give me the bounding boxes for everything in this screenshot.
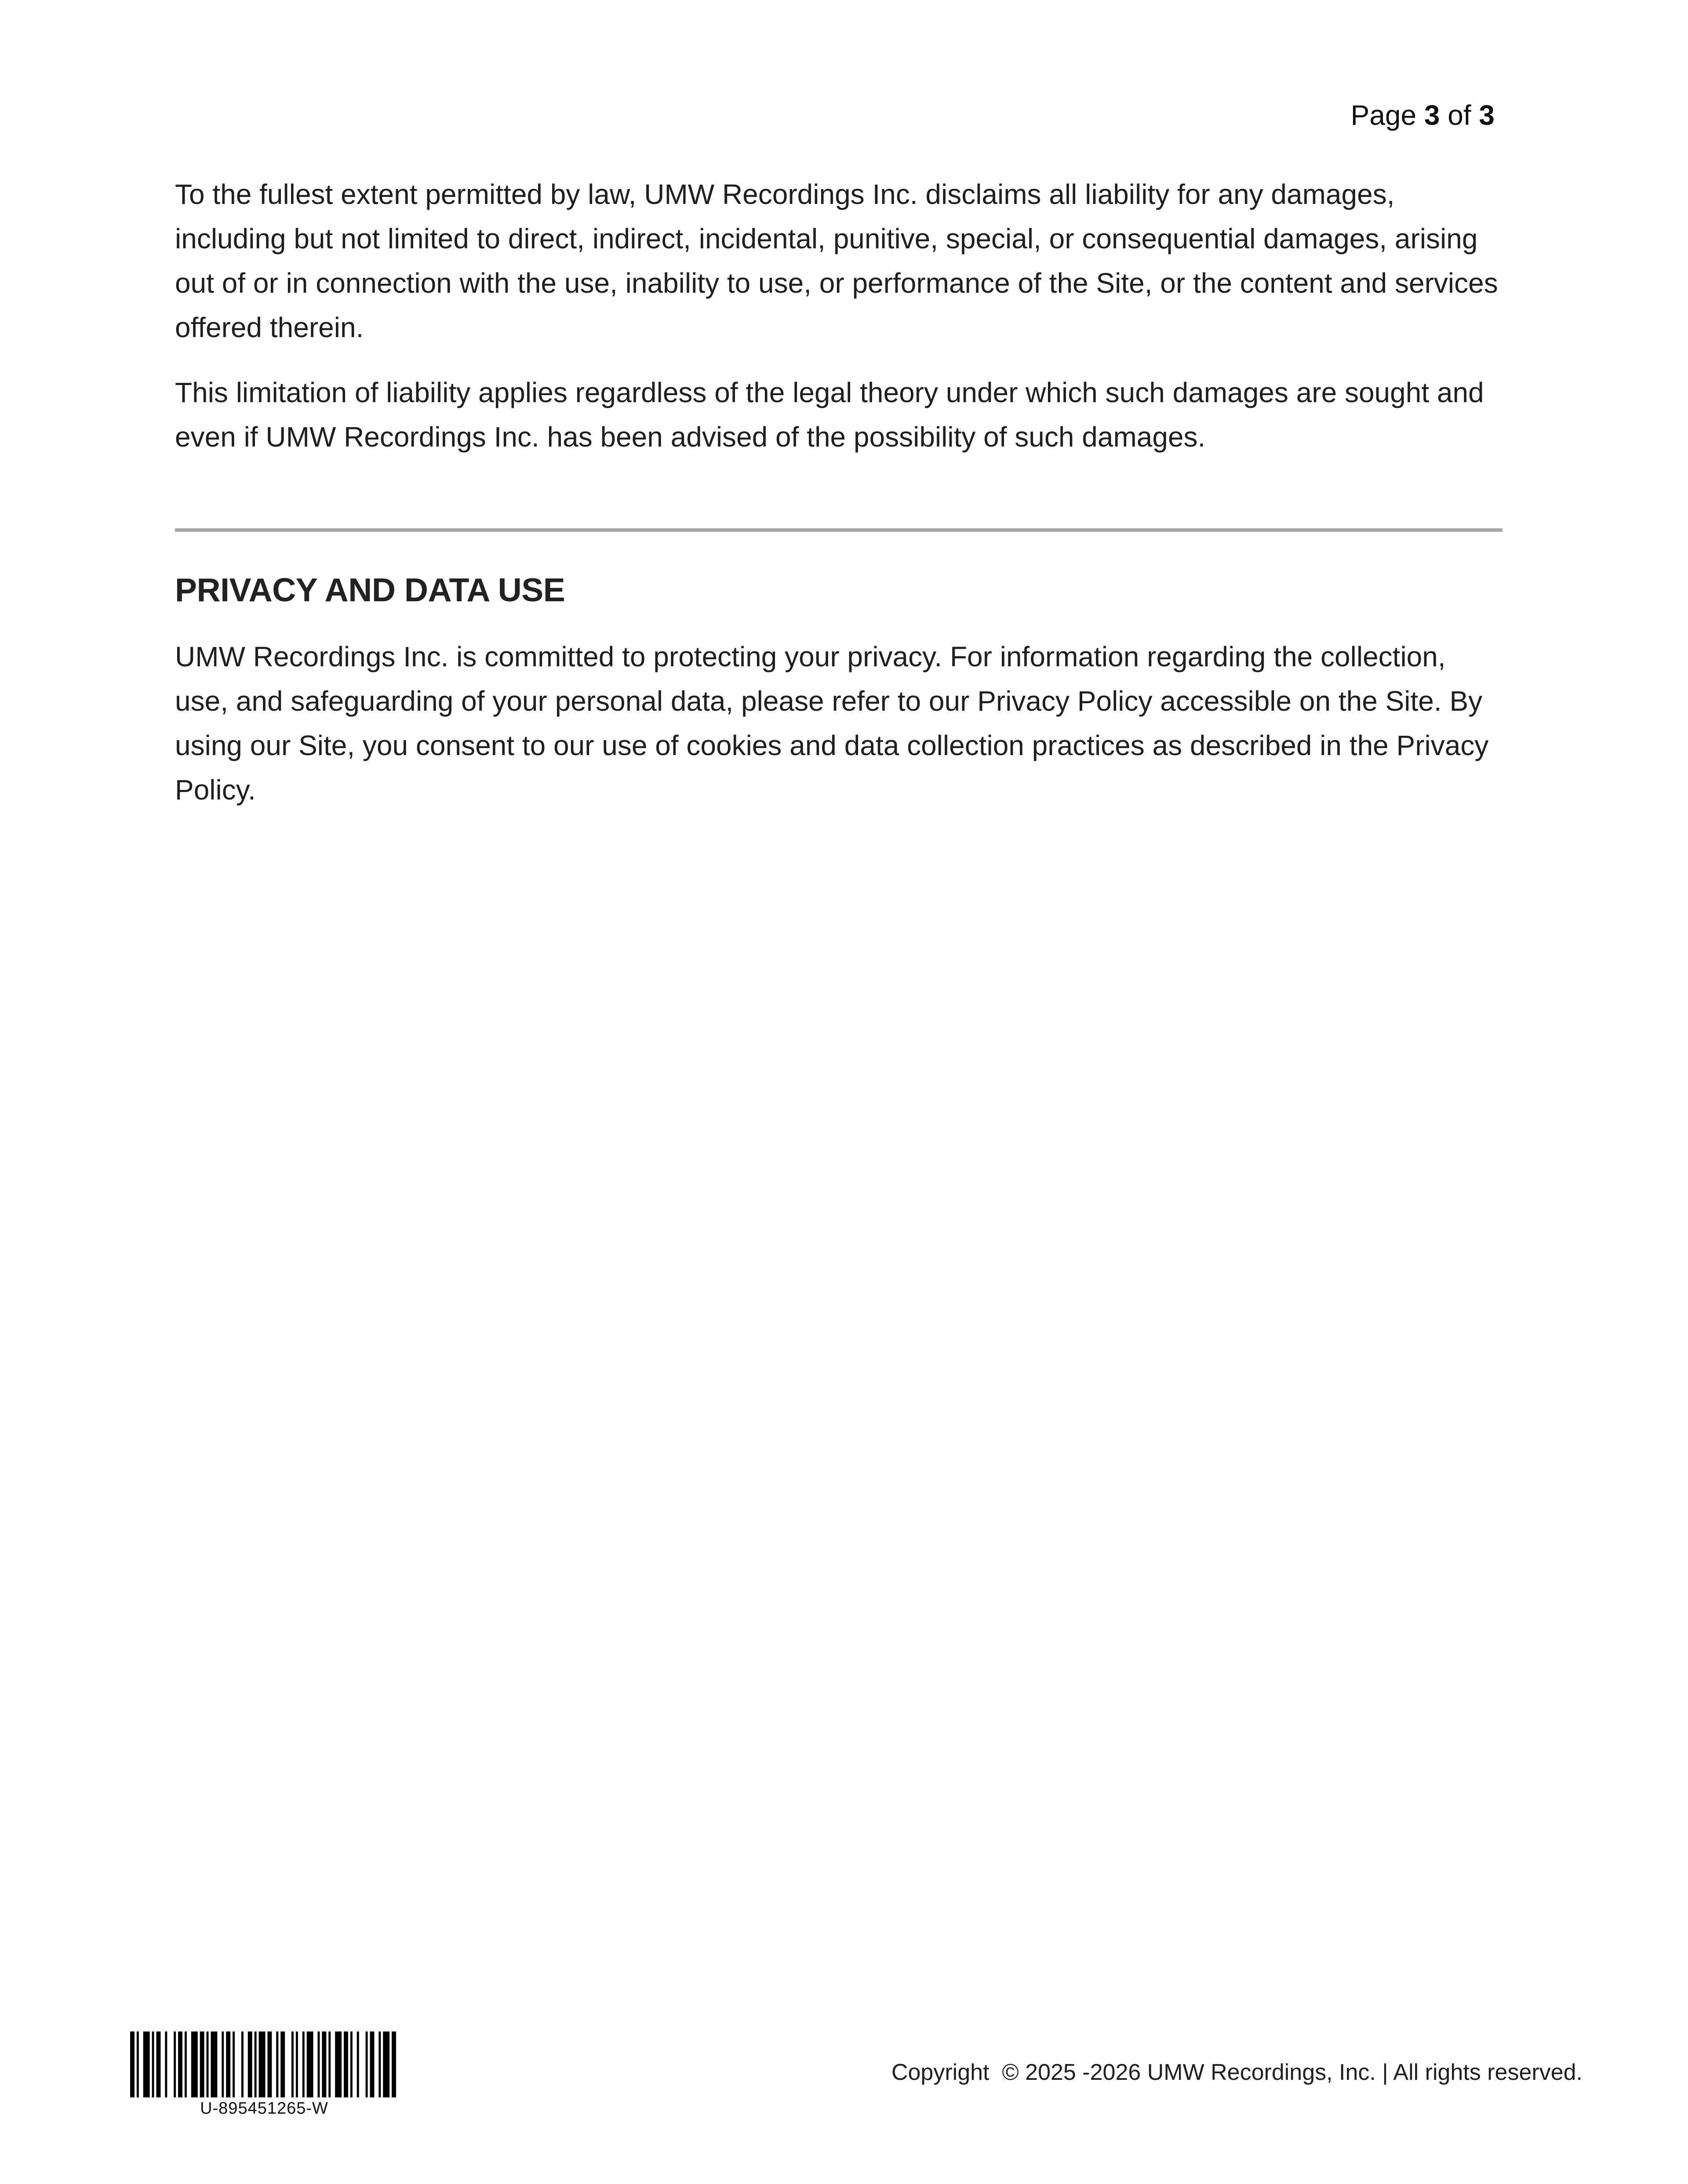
barcode-bar	[156, 2031, 161, 2097]
barcode-bar	[191, 2031, 198, 2097]
barcode-bar	[328, 2031, 331, 2097]
barcode-number: U-895451265-W	[200, 2099, 328, 2118]
barcode-bar	[185, 2031, 187, 2097]
current-page-number: 3	[1424, 99, 1440, 131]
barcode-bar	[255, 2031, 257, 2097]
barcode-bar	[322, 2031, 326, 2097]
barcode-bar	[222, 2031, 224, 2097]
document-body	[175, 172, 1502, 812]
barcode-bar	[357, 2031, 359, 2097]
copyright-notice: Copyright © 2025 -2026 UMW Recordings, Inc. | All rights reserved.	[891, 2060, 1582, 2085]
barcode-bar	[248, 2031, 252, 2097]
barcode-bar	[276, 2031, 278, 2097]
barcode-bar	[259, 2031, 266, 2097]
barcode-image	[130, 2031, 398, 2097]
barcode-bar	[178, 2031, 182, 2097]
barcode-block	[130, 2031, 398, 2119]
barcode-bar	[226, 2031, 230, 2097]
privacy-paragraph: UMW Recordings Inc. is committed to protecting your privacy. For information regarding the collection, use, and safeguarding of your personal data, please refer to our Privacy Policy accessible on the Site. By using our Site, you consent to our use of cookies and data collection practices as described in the Privacy Policy.	[175, 641, 1489, 806]
page-indicator	[1351, 99, 1495, 131]
barcode-bar	[280, 2031, 285, 2097]
barcode-bar	[302, 2031, 305, 2097]
barcode-bar	[152, 2031, 154, 2097]
barcode-bar	[370, 2031, 375, 2097]
barcode-bar	[291, 2031, 294, 2097]
barcode-bar	[296, 2031, 298, 2097]
barcode-bar	[335, 2031, 342, 2097]
barcode-bar	[344, 2031, 348, 2097]
barcode-bar	[211, 2031, 218, 2097]
barcode-bar	[233, 2031, 235, 2097]
barcode-bar	[137, 2031, 139, 2097]
barcode-bar	[378, 2031, 381, 2097]
barcode-bar	[366, 2031, 368, 2097]
page-label: Page	[1350, 99, 1417, 131]
barcode-bar	[392, 2031, 396, 2097]
privacy-section-heading: PRIVACY AND DATA USE	[175, 571, 565, 608]
barcode-bar	[350, 2031, 353, 2097]
barcode-bar	[267, 2031, 272, 2097]
total-pages-number: 3	[1479, 99, 1495, 131]
barcode-bar	[307, 2031, 313, 2097]
liability-paragraph-1: To the fullest extent permitted by law, UMW Recordings Inc. disclaims all liability for any damages, including but not limited to direct, indirect, incidental, punitive, special, or consequential damages, arising out of or in connection with the use, inability to use, or performance of the Site, or the content and services offered therein.	[175, 178, 1498, 343]
barcode-bar	[174, 2031, 176, 2097]
section-divider	[175, 528, 1502, 532]
page-of-label: of	[1448, 99, 1471, 131]
liability-paragraph-2: This limitation of liability applies regardless of the legal theory under which such damages are sought and even if UMW Recordings Inc. has been advised of the possibility of such damages.	[175, 377, 1484, 453]
barcode-bar	[383, 2031, 389, 2097]
barcode-bar	[207, 2031, 209, 2097]
barcode-bar	[130, 2031, 135, 2097]
barcode-bar	[200, 2031, 204, 2097]
barcode-bar	[241, 2031, 244, 2097]
barcode-bar	[143, 2031, 150, 2097]
barcode-bar	[165, 2031, 167, 2097]
barcode-bar	[318, 2031, 320, 2097]
